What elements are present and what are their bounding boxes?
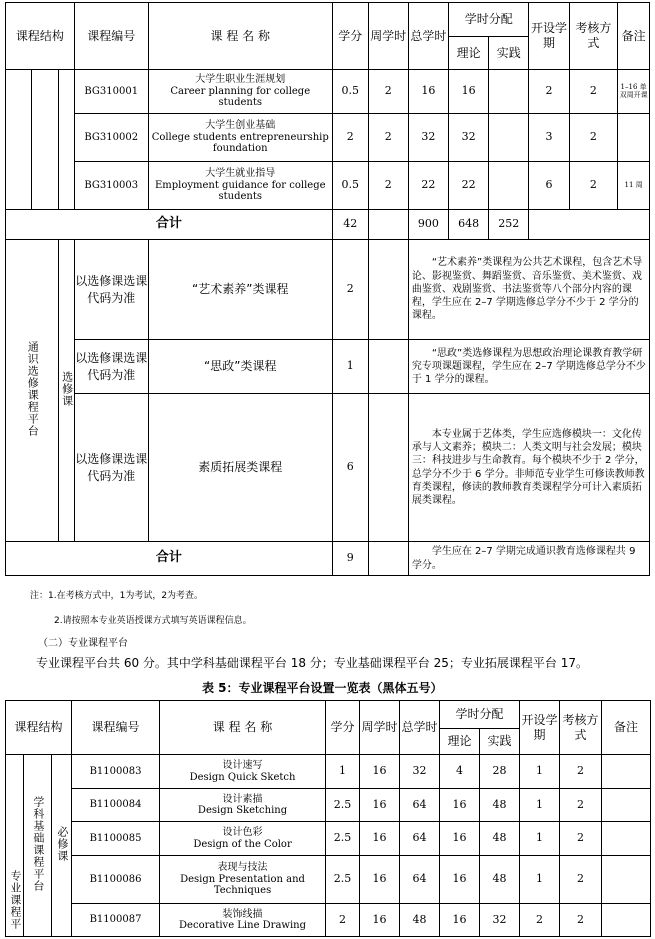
credit: 2.5 [326, 789, 360, 822]
elective-credit: 1 [332, 340, 368, 394]
assess-method: 2 [560, 904, 602, 937]
course-code: B1100085 [72, 822, 160, 856]
course-name-en: Design Quick Sketch [189, 771, 296, 783]
platform-label: 通识选修课程平台 [26, 340, 40, 437]
subtotal-practice: 252 [489, 210, 529, 240]
table-row [6, 856, 651, 904]
header-total: 总学时 [408, 3, 448, 70]
elective-desc: “艺术素养”类课程为公共艺术课程，包含艺术导论、影视鉴赏、舞蹈鉴赏、音乐鉴赏、美术鉴赏、戏曲鉴赏、戏剧鉴赏、书法鉴赏等八个部分内容的课程，学生应在 2–7 学期选修总学分不少于 2 学分的课程。 [408, 240, 649, 340]
table-row [6, 789, 651, 822]
subtotal-theory: 648 [449, 210, 489, 240]
professional-course-table [5, 700, 651, 937]
weekly-hours: 16 [360, 904, 400, 937]
platform-label: 专业课程平 [8, 870, 22, 931]
weekly-hours: 16 [360, 789, 400, 822]
semester: 1 [520, 755, 560, 789]
weekly-hours: 16 [360, 822, 400, 856]
course-name-cn: 装饰线描 [222, 908, 263, 920]
total-hours: 32 [408, 114, 448, 162]
cell-blank [368, 394, 408, 542]
platform-label-cell [6, 755, 24, 937]
course-name-en: Design Sketching [197, 805, 288, 816]
total-hours: 32 [400, 755, 440, 789]
remark [602, 856, 651, 904]
course-name-en: Employment guidance for college students [154, 179, 326, 203]
weekly-hours: 16 [360, 755, 400, 789]
remark: 1–16 单双周开课 [618, 70, 650, 114]
theory-hours: 32 [449, 114, 489, 162]
course-name-en: Decorative Line Drawing [179, 920, 307, 931]
header-assess: 考核方式 [569, 3, 618, 70]
header-assess: 考核方式 [560, 701, 602, 755]
header-name: 课 程 名 称 [160, 701, 326, 755]
credit: 0.5 [332, 162, 368, 210]
course-name-cn: 设计速写 [222, 760, 263, 771]
elective-credit: 6 [332, 394, 368, 542]
weekly-hours: 2 [368, 70, 408, 114]
platform-label-cell [6, 240, 59, 542]
theory-hours: 16 [440, 822, 480, 856]
total-hours: 64 [400, 822, 440, 856]
remark [602, 904, 651, 937]
credit: 2.5 [326, 856, 360, 904]
table-row [6, 755, 651, 789]
subtotal-label: 合计 [6, 210, 333, 240]
assess-method: 2 [569, 162, 618, 210]
elective-credit: 2 [332, 240, 368, 340]
header-total: 总学时 [400, 701, 440, 755]
theory-hours: 16 [449, 70, 489, 114]
header-practice: 实践 [489, 37, 529, 70]
elective-label-cell [58, 240, 74, 542]
weekly-hours: 16 [360, 856, 400, 904]
subtotal-row [6, 210, 650, 240]
structure-blank [32, 70, 58, 210]
credit: 2 [326, 904, 360, 937]
course-name-cn: 大学生就业指导 [205, 168, 276, 180]
header-remark: 备注 [618, 3, 650, 70]
header-name: 课 程 名 称 [148, 3, 332, 70]
assess-method: 2 [560, 856, 602, 904]
course-name-cn: 大学生创业基础 [205, 120, 276, 132]
elective-code: 以选修课选课代码为准 [74, 340, 148, 394]
structure-blank [58, 70, 74, 210]
elective-name: 素质拓展类课程 [148, 394, 332, 542]
credit: 0.5 [332, 70, 368, 114]
subtotal-weekly [368, 210, 408, 240]
semester: 1 [520, 789, 560, 822]
header-weekly: 周学时 [368, 3, 408, 70]
practice-hours: 28 [480, 755, 520, 789]
practice-hours: 32 [480, 904, 520, 937]
semester: 2 [529, 70, 569, 114]
course-code: BG310001 [74, 70, 148, 114]
course-name-en: Design of the Color [193, 838, 292, 850]
section-heading: （二）专业课程平台 [38, 638, 128, 649]
subtotal-credit: 42 [332, 210, 368, 240]
subtotal-total: 900 [408, 210, 448, 240]
course-code: B1100086 [72, 856, 160, 904]
practice-hours: 48 [480, 789, 520, 822]
assess-method: 2 [569, 114, 618, 162]
practice-hours [489, 162, 529, 210]
section-paragraph: 专业课程平台共 60 分。其中学科基础课程平台 18 分；专业基础课程平台 25；专业拓展课程平台 17。 [36, 656, 588, 670]
weekly-hours: 2 [368, 162, 408, 210]
credit: 1 [326, 755, 360, 789]
elective-code: 以选修课选课代码为准 [74, 394, 148, 542]
assess-method: 2 [560, 755, 602, 789]
cell-blank [368, 340, 408, 394]
total-hours: 22 [408, 162, 448, 210]
header-hours-split: 学时分配 [449, 3, 529, 37]
remark: 11 周 [618, 162, 650, 210]
elective-name: “思政”类课程 [148, 340, 332, 394]
table-row [6, 114, 650, 162]
table2-title: 表 5：专业课程平台设置一览表（黑体五号） [202, 681, 443, 695]
required-cell [52, 755, 72, 937]
header-hours-split: 学时分配 [440, 701, 520, 729]
header-credit: 学分 [332, 3, 368, 70]
theory-hours: 22 [449, 162, 489, 210]
header-semester: 开设学期 [520, 701, 560, 755]
semester: 1 [520, 856, 560, 904]
sub-platform-cell [24, 755, 52, 937]
credit: 2.5 [326, 822, 360, 856]
elective-desc: 本专业属于艺体类，学生应选修模块一：文化传承与人文素养；模块二：人类文明与社会发展；模块三：科技进步与生命教育。每个模块不少于 2 学分，总学分不少于 6 学分。非师范专业学生可修读教师教育类课程，修读的教师教育类课程学分可计入素质拓展类课程。 [408, 394, 649, 542]
header-structure: 课程结构 [6, 701, 72, 755]
theory-hours: 4 [440, 755, 480, 789]
course-name-en: College students entrepreneurship foundation [151, 131, 329, 155]
total-hours: 16 [408, 70, 448, 114]
course-code: BG310003 [74, 162, 148, 210]
note-2: 2.请按照本专业英语授课方式填写英语课程信息。 [54, 616, 252, 626]
theory-hours: 16 [440, 856, 480, 904]
table-row [6, 162, 650, 210]
elective-row [6, 340, 650, 394]
header-semester: 开设学期 [529, 3, 569, 70]
remark [618, 114, 650, 162]
total-hours: 48 [400, 904, 440, 937]
elective-desc: “思政”类选修课程为思想政治理论课教育教学研究专项课题课程，学生应在 2–7 学期选修总学分不少于 1 学分的课程。 [408, 340, 649, 394]
elective-label: 选修课 [60, 370, 74, 407]
practice-hours: 48 [480, 822, 520, 856]
total-desc: 学生应在 2–7 学期完成通识教育选修课程共 9 学分。 [408, 542, 649, 576]
practice-hours [489, 114, 529, 162]
practice-hours: 48 [480, 856, 520, 904]
elective-code: 以选修课选课代码为准 [74, 240, 148, 340]
table-row [6, 70, 650, 114]
remark [602, 822, 651, 856]
required-label: 必修课 [55, 825, 69, 862]
total-row [6, 542, 650, 576]
header-code: 课程编号 [74, 3, 148, 70]
header-code: 课程编号 [72, 701, 160, 755]
remark [602, 755, 651, 789]
elective-row [6, 394, 650, 542]
table-row [6, 904, 651, 937]
subtotal-blank [529, 210, 650, 240]
course-name-cn: 表现与技法 [217, 862, 268, 874]
semester: 3 [529, 114, 569, 162]
theory-hours: 16 [440, 904, 480, 937]
total-label: 合计 [6, 542, 333, 576]
assess-method: 2 [560, 789, 602, 822]
remark [602, 789, 651, 822]
cell-blank [368, 542, 408, 576]
course-name-en: Design Presentation and Techniques [180, 873, 305, 897]
total-hours: 64 [400, 789, 440, 822]
sub-platform-label: 学科基础课程平台 [31, 795, 45, 892]
structure-blank [6, 70, 32, 210]
course-name-cn: 大学生职业生涯规划 [195, 74, 286, 86]
total-credit: 9 [332, 542, 368, 576]
course-name-cn: 设计色彩 [222, 827, 263, 838]
theory-hours: 16 [440, 789, 480, 822]
credit: 2 [332, 114, 368, 162]
header-remark: 备注 [602, 701, 651, 755]
assess-method: 2 [560, 822, 602, 856]
semester: 6 [529, 162, 569, 210]
course-code: B1100083 [72, 755, 160, 789]
general-elective-table [5, 2, 650, 576]
cell-blank [368, 240, 408, 340]
header-theory: 理论 [449, 37, 489, 70]
header-practice: 实践 [480, 729, 520, 755]
practice-hours [489, 70, 529, 114]
course-name-cn: 设计素描 [222, 793, 263, 805]
table-row [6, 822, 651, 856]
header-credit: 学分 [326, 701, 360, 755]
elective-row [6, 240, 650, 340]
course-code: B1100084 [72, 789, 160, 822]
semester: 2 [520, 904, 560, 937]
semester: 1 [520, 822, 560, 856]
course-code: BG310002 [74, 114, 148, 162]
weekly-hours: 2 [368, 114, 408, 162]
header-structure: 课程结构 [6, 3, 75, 70]
header-weekly: 周学时 [360, 701, 400, 755]
elective-name: “艺术素养”类课程 [148, 240, 332, 340]
note-1: 注：1.在考核方式中，1为考试，2为考查。 [30, 591, 204, 601]
course-code: B1100087 [72, 904, 160, 937]
header-theory: 理论 [440, 729, 480, 755]
course-name-en: Career planning for college students [170, 85, 311, 109]
total-hours: 64 [400, 856, 440, 904]
assess-method: 2 [569, 70, 618, 114]
